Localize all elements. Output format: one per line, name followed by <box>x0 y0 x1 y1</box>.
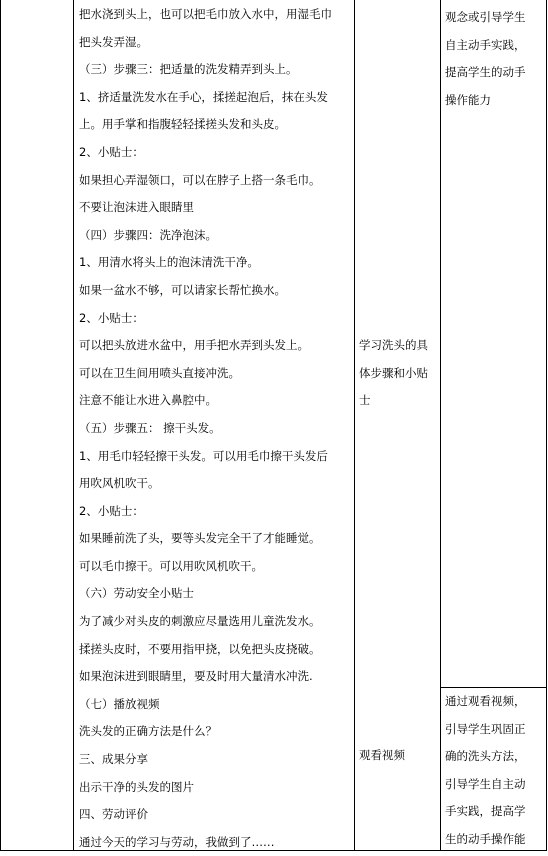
content-line: 四、劳动评价 <box>79 807 148 822</box>
content-line: 上。用手掌和指腹轻轻揉搓头发和头皮。 <box>79 117 286 132</box>
column-divider-2 <box>354 0 355 851</box>
content-line: （四）步骤四：洗净泡沫。 <box>79 227 217 242</box>
content-line: （五）步骤五： 擦干头发。 <box>79 420 221 435</box>
content-line: 可以在卫生间用喷头直接冲洗。 <box>79 365 240 380</box>
activity-line: 学习洗头的具 <box>359 338 428 352</box>
intent-line: 生的动手操作能 <box>445 831 526 846</box>
column-divider-1 <box>73 0 74 851</box>
table-border-right <box>546 0 547 851</box>
content-line: 2、小贴士： <box>79 144 144 159</box>
intent-line: 确的洗头方法， <box>445 749 526 764</box>
column-divider-3 <box>440 0 441 851</box>
design-intent-cell-2 <box>445 688 526 854</box>
content-line: 注意不能让水进入鼻腔中。 <box>79 393 217 408</box>
content-line: 把头发弄湿。 <box>79 34 148 49</box>
student-activity-cell-2 <box>359 742 405 770</box>
intent-line: 通过观看视频， <box>445 694 526 708</box>
content-line: （七）播放视频 <box>79 696 160 711</box>
content-line: （三）步骤三：把适量的洗发精弄到头上。 <box>79 62 298 77</box>
content-line: 如果睡前洗了头，要等头发完全干了才能睡觉。 <box>79 531 321 546</box>
intent-line: 观念或引导学生 <box>445 10 526 24</box>
content-line: 可以把头放进水盆中，用手把水弄到头发上。 <box>79 338 309 353</box>
content-line: 2、小贴士： <box>79 503 144 518</box>
intent-line: 手实践，提高学 <box>445 804 526 819</box>
content-line: 1、挤适量洗发水在手心，揉搓起泡后，抹在头发 <box>79 89 328 104</box>
content-line: 把水浇到头上，也可以把毛巾放入水中，用湿毛巾 <box>79 7 332 21</box>
content-line: 如果一盆水不够，可以请家长帮忙换水。 <box>79 282 286 297</box>
content-line: 揉搓头皮时，不要用指甲挠，以免把头皮挠破。 <box>79 641 321 656</box>
content-line: 如果担心弄湿领口，可以在脖子上搭一条毛巾。 <box>79 172 321 187</box>
content-line: 2、小贴士： <box>79 310 144 325</box>
content-line: 如果泡沫进到眼睛里，要及时用大量清水冲洗. <box>79 669 313 684</box>
content-line: 可以毛巾擦干。可以用吹风机吹干。 <box>79 558 263 573</box>
content-line: 通过今天的学习与劳动，我做到了…… <box>79 834 275 849</box>
student-activity-cell-1 <box>359 332 428 415</box>
intent-line: 引导学生巩固正 <box>445 721 526 736</box>
lesson-content-cell <box>79 1 332 856</box>
intent-line: 提高学生的动手 <box>445 65 526 80</box>
intent-line: 引导学生自主动 <box>445 776 526 791</box>
intent-line: 自主动手实践， <box>445 37 526 52</box>
content-line: 1、用清水将头上的泡沫清洗干净。 <box>79 255 259 270</box>
content-line: 为了减少对头皮的刺激应尽量选用儿童洗发水。 <box>79 614 321 629</box>
content-line: 三、成果分享 <box>79 752 148 767</box>
design-intent-cell-1 <box>445 4 526 114</box>
intent-line: 操作能力 <box>445 92 491 107</box>
activity-line: 观看视频 <box>359 748 405 762</box>
content-line: 洗头发的正确方法是什么？ <box>79 724 217 739</box>
table-border-left <box>0 0 1 851</box>
content-line: 用吹风机吹干。 <box>79 476 160 491</box>
activity-line: 体步骤和小贴 <box>359 365 428 380</box>
activity-line: 士 <box>359 393 371 408</box>
content-line: 1、用毛巾轻轻擦干头发。可以用毛巾擦干头发后 <box>79 448 328 463</box>
content-line: 不要让泡沫进入眼睛里 <box>79 200 194 215</box>
content-line: 出示干净的头发的图片 <box>79 779 194 794</box>
content-line: （六）劳动安全小贴士 <box>79 586 194 601</box>
